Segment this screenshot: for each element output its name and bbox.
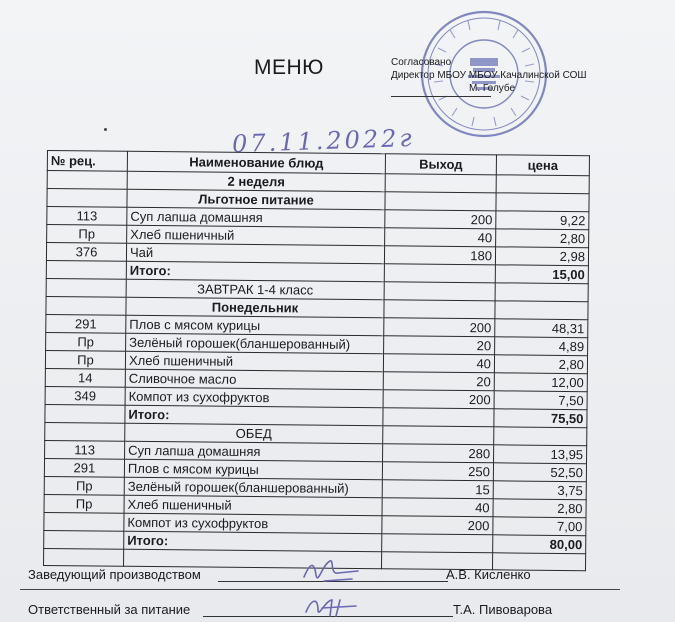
- dish-name: Хлеб пшеничный: [125, 351, 383, 371]
- dish-yield: 250: [382, 462, 493, 481]
- dish-yield: 40: [383, 354, 494, 373]
- handwritten-date: 07.11.2022г: [231, 123, 415, 159]
- total-label: Итого:: [125, 405, 383, 425]
- empty-cell: [495, 283, 588, 302]
- dish-yield: 200: [384, 318, 495, 337]
- empty-cell: [385, 192, 496, 211]
- recipe-number: Пр: [44, 476, 124, 495]
- ink-dot: [104, 128, 107, 131]
- empty-cell: [384, 300, 495, 319]
- empty-cell: [495, 301, 588, 320]
- column-header: Выход: [385, 154, 496, 175]
- recipe-number: 113: [45, 440, 125, 459]
- recipe-number: Пр: [44, 494, 124, 513]
- dish-yield: 200: [383, 390, 494, 409]
- section-title: ОБЕД: [125, 423, 383, 443]
- approval-line-2: Директор МБОУ МБОУ Качалинской СОШ: [391, 70, 587, 81]
- approval-line-3: М. Голубе: [469, 83, 516, 94]
- dish-name: Суп лапша домашняя: [127, 207, 385, 227]
- dish-price: 7,50: [494, 391, 587, 410]
- dish-price: 2,80: [493, 499, 586, 518]
- manager-label: Заведующий производством: [28, 567, 201, 582]
- dish-price: 4,89: [495, 337, 588, 356]
- dish-name: Чай: [126, 243, 384, 263]
- empty-cell: [383, 408, 494, 427]
- dish-yield: 20: [383, 372, 494, 391]
- dish-price: 12,00: [494, 373, 587, 392]
- dish-name: Хлеб пшеничный: [127, 225, 385, 245]
- week-label: 2 неделя: [127, 171, 385, 191]
- recipe-number: Пр: [45, 350, 125, 369]
- dish-name: Компот из сухофруктов: [125, 387, 383, 407]
- total-value: 15,00: [495, 265, 588, 284]
- dish-price: 48,31: [495, 319, 588, 338]
- dish-name: Зелёный горошек(бланшерованный): [124, 477, 382, 497]
- manager-signature-icon: [300, 555, 370, 589]
- recipe-number: 113: [47, 207, 127, 226]
- empty-cell: [382, 534, 493, 553]
- recipe-number: 291: [44, 458, 124, 477]
- dish-yield: 200: [382, 516, 493, 535]
- total-value: 80,00: [493, 535, 586, 554]
- total-value: 75,50: [494, 409, 587, 428]
- empty-cell: [384, 282, 495, 301]
- dish-price: 13,95: [494, 445, 587, 464]
- dish-yield: 200: [385, 210, 496, 229]
- dish-yield: 40: [382, 498, 493, 517]
- dish-name: Плов с мясом курицы: [124, 459, 382, 479]
- menu-table: [43, 150, 590, 571]
- recipe-number: 14: [45, 368, 125, 387]
- empty-cell: [496, 193, 589, 212]
- empty-cell: [384, 264, 495, 283]
- empty-cell: [44, 548, 124, 566]
- empty-cell: [45, 422, 125, 441]
- total-label: Итого:: [126, 261, 384, 281]
- section-title: Льготное питание: [127, 189, 385, 209]
- empty-cell: [494, 427, 587, 446]
- empty-cell: [45, 404, 125, 423]
- column-header: № рец.: [47, 151, 127, 172]
- dish-yield: 20: [384, 336, 495, 355]
- dish-name: Компот из сухофруктов: [124, 513, 382, 533]
- dish-name: Зелёный горошек(бланшерованный): [126, 333, 384, 353]
- dish-yield: 280: [383, 444, 494, 463]
- total-label: Итого:: [124, 531, 382, 551]
- dish-yield: 180: [384, 246, 495, 265]
- empty-cell: [383, 426, 494, 445]
- dish-price: 2,98: [495, 247, 588, 266]
- dish-price: 52,50: [493, 463, 586, 482]
- empty-cell: [47, 171, 127, 190]
- dish-price: 3,75: [493, 481, 586, 500]
- empty-cell: [385, 174, 496, 193]
- dish-yield: 40: [385, 228, 496, 247]
- recipe-number: Пр: [47, 225, 127, 244]
- separator-line: [20, 589, 620, 590]
- recipe-number: [44, 512, 124, 531]
- empty-cell: [496, 175, 589, 194]
- dish-price: 9,22: [496, 211, 589, 230]
- dish-name: Сливочное масло: [125, 369, 383, 389]
- dish-yield: 15: [382, 480, 493, 499]
- empty-cell: [46, 296, 126, 315]
- dish-name: Плов с мясом курицы: [126, 315, 384, 335]
- dish-name: Хлеб пшеничный: [124, 495, 382, 515]
- responsible-label: Ответственный за питание: [28, 602, 191, 617]
- recipe-number: 291: [46, 314, 126, 333]
- approval-signature-line: [391, 96, 491, 97]
- column-header: Наименование блюд: [127, 151, 385, 173]
- column-header: цена: [496, 155, 589, 176]
- empty-cell: [44, 530, 124, 549]
- empty-cell: [47, 189, 127, 208]
- dish-price: 2,80: [494, 355, 587, 374]
- dish-price: 7,00: [493, 517, 586, 536]
- dish-price: 2,80: [496, 229, 589, 248]
- manager-name: А.В. Кисленко: [446, 567, 531, 582]
- approval-line-1: Согласовано: [391, 57, 452, 68]
- recipe-number: 376: [46, 243, 126, 262]
- empty-cell: [46, 260, 126, 279]
- responsible-name: Т.А. Пивоварова: [453, 602, 553, 617]
- section-title: ЗАВТРАК 1-4 класс: [126, 279, 384, 299]
- recipe-number: 349: [45, 386, 125, 405]
- section-subtitle: Понедельник: [126, 297, 384, 317]
- page-title: МЕНЮ: [254, 56, 324, 79]
- dish-name: Суп лапша домашняя: [125, 441, 383, 461]
- empty-cell: [46, 278, 126, 297]
- responsible-signature-icon: [300, 592, 370, 622]
- recipe-number: Пр: [46, 332, 126, 351]
